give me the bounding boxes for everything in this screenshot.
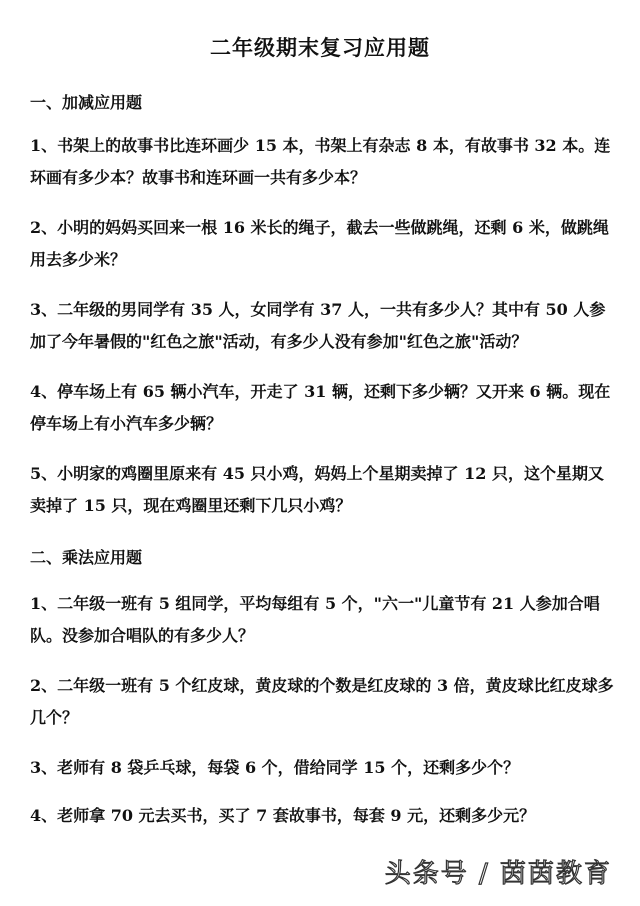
question-1-1: 1、书架上的故事书比连环画少 15 本，书架上有杂志 8 本，有故事书 32 本。连环画有多少本？故事书和连环画一共有多少本？ [30,136,611,187]
question-1-3: 3、二年级的男同学有 35 人，女同学有 37 人，一共有多少人？其中有 50 人参加了今年暑假的"红色之旅"活动，有多少人没有参加"红色之旅"活动？ [30,300,606,351]
question-1-4: 4、停车场上有 65 辆小汽车，开走了 31 辆，还剩下多少辆？又开来 6 辆。现在停车场上有小汽车多少辆？ [30,382,611,433]
section-heading-addition-subtraction: 一、加减应用题 [30,93,143,112]
section-heading-multiplication: 二、乘法应用题 [30,548,143,567]
watermark-text: 头条号 / 茵茵教育 [384,859,612,889]
question-1-2: 2、小明的妈妈买回来一根 16 米长的绳子，截去一些做跳绳，还剩 6 米，做跳绳用去多少米？ [30,218,609,269]
question-2-1: 1、二年级一班有 5 组同学，平均每组有 5 个，"六一"儿童节有 21 人参加合唱队。没参加合唱队的有多少人？ [30,594,600,645]
question-1-5: 5、小明家的鸡圈里原来有 45 只小鸡，妈妈上个星期卖掉了 12 只，这个星期又卖掉了 15 只，现在鸡圈里还剩下几只小鸡？ [30,464,604,515]
question-2-3: 3、老师有 8 袋乒乓球，每袋 6 个，借给同学 15 个，还剩多少个？ [30,758,520,777]
question-2-4: 4、老师拿 70 元去买书，买了 7 套故事书，每套 9 元，还剩多少元？ [30,806,536,825]
page-title: 二年级期末复习应用题 [210,35,430,60]
question-2-2: 2、二年级一班有 5 个红皮球，黄皮球的个数是红皮球的 3 倍，黄皮球比红皮球多几个？ [30,676,614,727]
